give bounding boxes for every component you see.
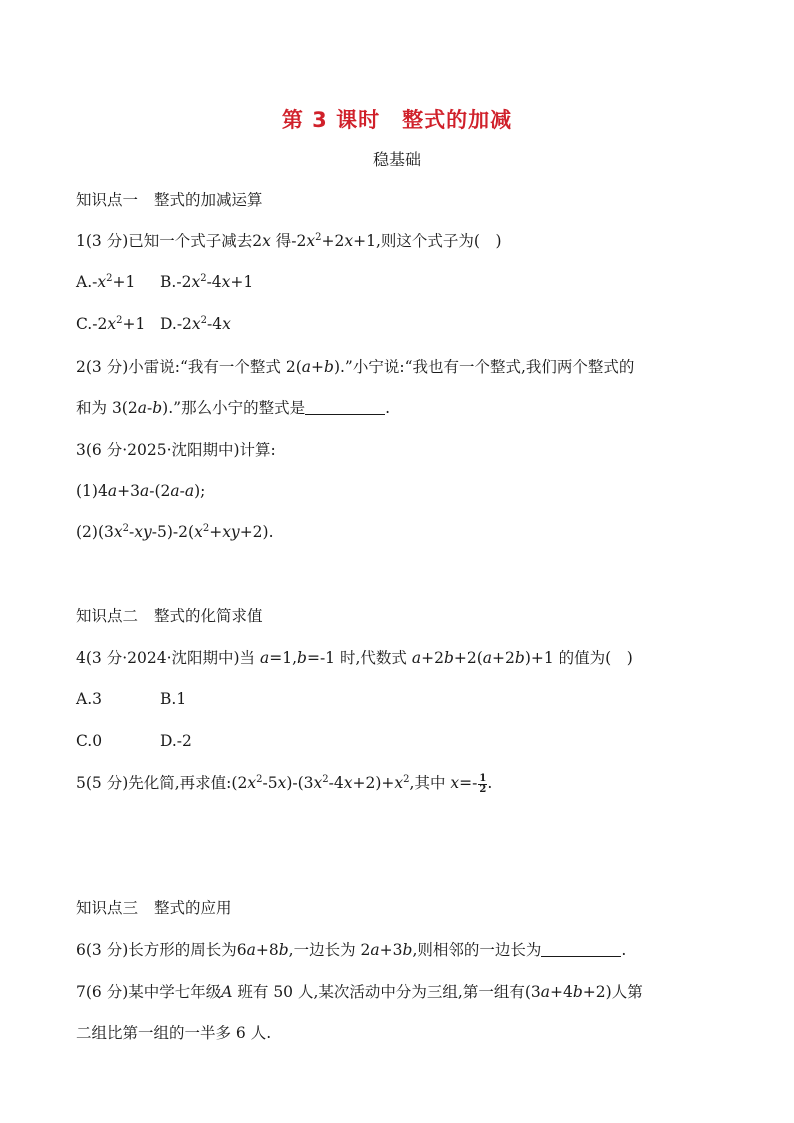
question-2-line-1: 2(3 分)小雷说:“我有一个整式 2(a+b).”小宁说:“我也有一个整式,我们两个整式的 [76,358,635,376]
option-b[interactable]: B.1 [160,690,187,708]
option-c[interactable]: C.0 [76,732,103,750]
page-title [0,104,794,134]
section-heading-2: 知识点二 整式的化简求值 [76,607,263,625]
option-a[interactable]: $A.-x^2+1$ [76,273,136,291]
question-1: 1(3 分)已知一个式子减去2x 得$-2x^2+2x+1$,则这个式子为( ) [76,232,502,250]
option-d[interactable]: $D.-2x^2-4x$ [160,315,231,333]
lesson-topic: 整式的加减 [402,108,513,132]
answer-blank[interactable] [305,400,385,415]
option-a[interactable]: A.3 [76,690,102,708]
option-b[interactable]: $B.-2x^2-4x+1$ [160,273,254,291]
question-3-part-2: $(2)(3x^2-xy-5)-2(x^2+xy+2)$. [76,523,274,541]
fraction-one-half: $\frac{1}{2}$ [479,772,487,795]
answer-blank[interactable] [541,942,621,957]
question-4: 4(3 分·2024·沈阳期中)当 a=1,b=-1 时,代数式 a+2b+2(a+2b)+1 的值为( ) [76,649,633,667]
question-7-line-1: 7(6 分)某中学七年级A 班有 50 人,某次活动中分为三组,第一组有(3a+4b+2)人第 [76,983,643,1001]
question-3-part-1: (1)4a+3a-(2a-a); [76,482,206,500]
question-2-line-2: 和为 3(2a-b).”那么小宁的整式是 . [76,399,391,417]
question-4-options-ab [76,689,186,709]
question-4-options-cd [76,731,192,751]
question-5: 5(5 分)先化简,再求值$:(2x^2-5x)-(3x^2-4x+2)+x^2$,其中 x=- $\frac{1}{2}$ . [76,772,493,795]
option-d[interactable]: D.-2 [160,732,192,750]
question-1-options-cd [76,314,231,334]
question-3: 3(6 分·2025·沈阳期中)计算: [76,441,276,459]
question-1-options-ab [76,272,253,292]
option-c[interactable]: $C.-2x^2+1$ [76,315,146,333]
lesson-number: 第 3 课时 [281,108,381,132]
question-6: 6(3 分)长方形的周长为6a+8b,一边长为 2a+3b,则相邻的一边长为 . [76,941,627,959]
difficulty-level: 稳基础 [372,150,421,169]
section-heading-1: 知识点一 整式的加减运算 [76,191,263,209]
question-7-line-2: 二组比第一组的一半多 6 人. [76,1024,272,1042]
section-heading-3: 知识点三 整式的应用 [76,899,232,917]
